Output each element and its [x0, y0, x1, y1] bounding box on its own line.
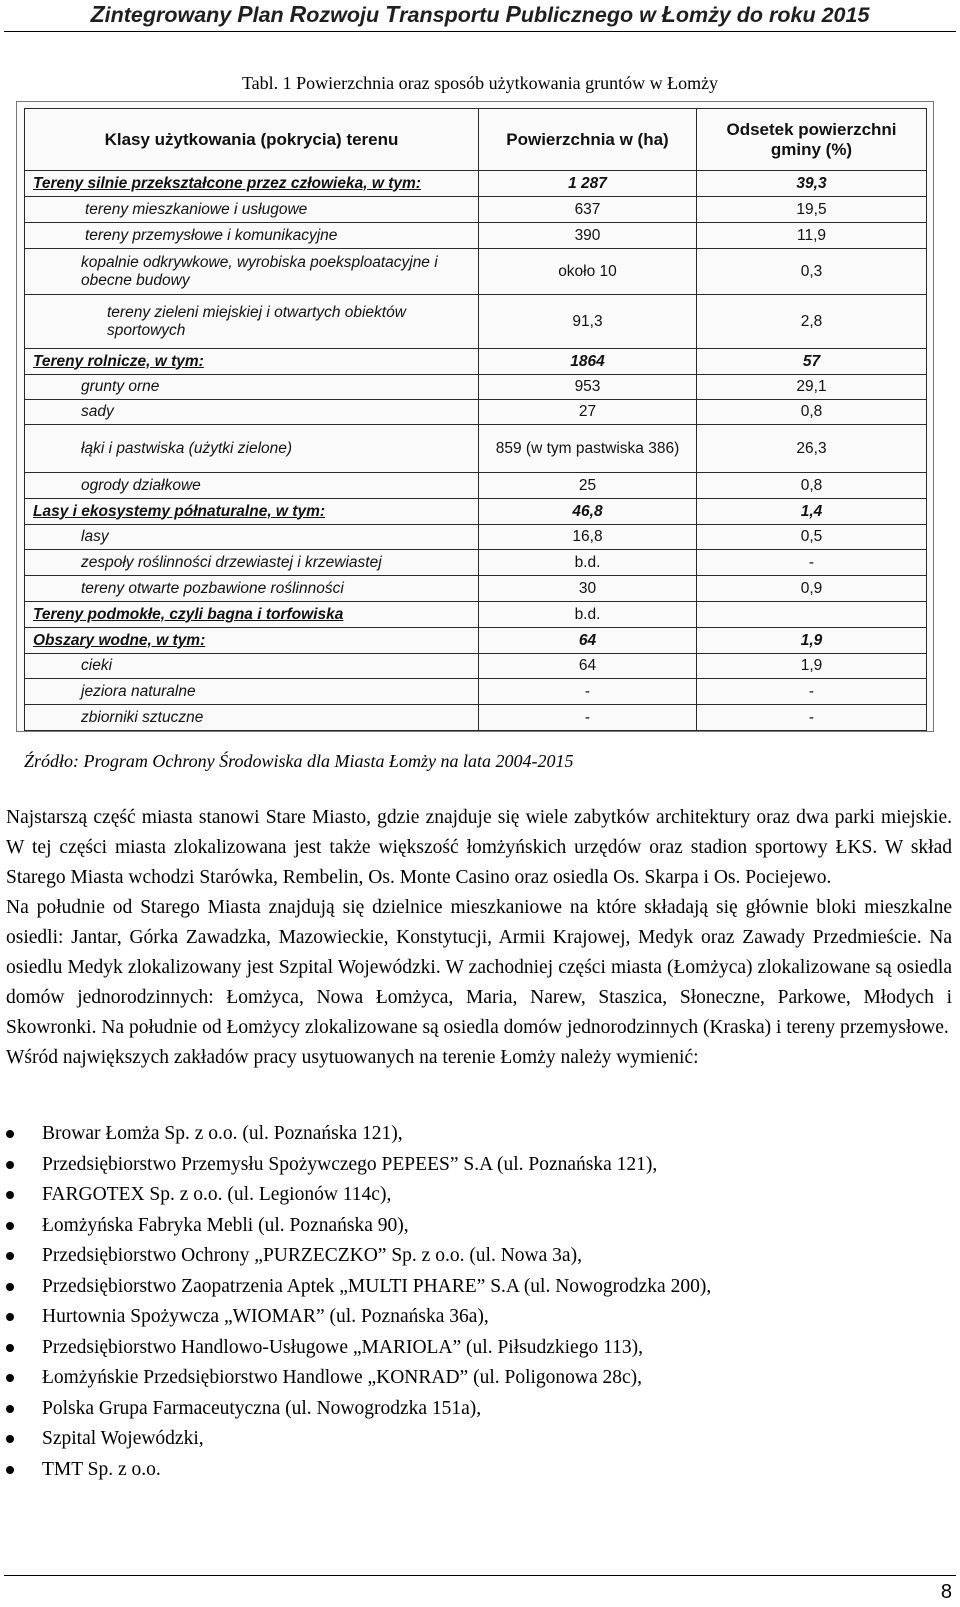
table-header-row [25, 109, 927, 171]
row-percent: 29,1 [697, 375, 927, 400]
list-item-text: Przedsiębiorstwo Przemysłu Spożywczego PEPEES” S.A (ul. Poznańska 121), [42, 1153, 658, 1175]
paragraph-districts: Na południe od Starego Miasta znajdują się dzielnice mieszkaniowe na które składają się głównie bloki mieszkalne osiedli: Jantar, Górka Zawadzka, Mazowieckie, Konstytucji, Armii Krajowej, Medyk oraz Zawady Przedmieście. Na osiedlu Medyk zlokalizowany jest Szpital Wojewódzki. W zachodniej części miasta (Łomżyca) zlokalizowane są osiedla domów jednorodzinnych: Łomżyca, Nowa Łomżyca, Maria, Narew, Staszica, Słoneczne, Parkowe, Młodych i Skowronki. Na południe od Łomżycy zlokalizowane są osiedla domów jednorodzinnych (Kraska) i tereny przemysłowe. [6, 897, 952, 1038]
list-item-text: Przedsiębiorstwo Ochrony „PURZECZKO” Sp. z o.o. (ul. Nowa 3a), [42, 1245, 582, 1266]
table-row [25, 349, 927, 375]
list-item [0, 1363, 950, 1394]
bullet-icon [6, 1435, 14, 1443]
table-row [25, 576, 927, 602]
page-number: 8 [940, 1581, 952, 1603]
row-area: 390 [479, 223, 697, 249]
row-label: Tereny podmokłe, czyli bagna i torfowiska [25, 602, 479, 628]
bullet-icon [6, 1252, 14, 1260]
header-land-class: Klasy użytkowania (pokrycia) terenu [25, 109, 479, 171]
list-item-text: Łomżyńskie Przedsiębiorstwo Handlowe „KONRAD” (ul. Poligonowa 28c), [42, 1367, 643, 1388]
table-row [25, 628, 927, 654]
list-item [0, 1272, 950, 1303]
row-area: 1864 [479, 349, 697, 375]
bullet-icon [6, 1222, 14, 1230]
header-area: Powierzchnia w (ha) [479, 109, 697, 171]
row-label: grunty orne [25, 375, 479, 400]
table-row [25, 425, 927, 473]
row-label: Tereny silnie przekształcone przez człowieka, w tym: [25, 171, 479, 197]
bullet-icon [6, 1405, 14, 1413]
list-item-text: Szpital Wojewódzki, [42, 1428, 204, 1449]
list-item-text: Polska Grupa Farmaceutyczna (ul. Nowogrodzka 151a), [42, 1397, 482, 1419]
header-word-2: Plan [237, 1, 290, 27]
row-label: Tereny rolnicze, w tym: [25, 349, 479, 375]
list-item-text: TMT Sp. z o.o. [42, 1458, 161, 1480]
row-area: 64 [479, 654, 697, 679]
row-area: 30 [479, 576, 697, 602]
body-text [6, 803, 952, 1073]
bullet-icon [6, 1283, 14, 1291]
row-label: tereny otwarte pozbawione roślinności [25, 576, 479, 602]
list-item-text: Przedsiębiorstwo Zaopatrzenia Aptek „MULTI PHARE” S.A (ul. Nowogrodzka 200), [42, 1275, 712, 1297]
row-percent: 26,3 [697, 425, 927, 473]
table-row [25, 654, 927, 679]
list-item [0, 1211, 950, 1242]
row-percent: 0,8 [697, 400, 927, 425]
row-area: 46,8 [479, 499, 697, 525]
row-label: tereny zieleni miejskiej i otwartych obiektów sportowych [25, 295, 479, 349]
row-area: b.d. [479, 602, 697, 628]
table-row [25, 375, 927, 400]
table-row [25, 295, 927, 349]
row-area: 953 [479, 375, 697, 400]
table-row [25, 705, 927, 731]
row-percent: - [697, 679, 927, 705]
employers-list [0, 1119, 950, 1485]
row-label: lasy [25, 525, 479, 550]
row-label: cieki [25, 654, 479, 679]
row-area: 27 [479, 400, 697, 425]
row-label: sady [25, 400, 479, 425]
row-percent: - [697, 705, 927, 731]
table-row [25, 525, 927, 550]
table-row [25, 223, 927, 249]
row-label: jeziora naturalne [25, 679, 479, 705]
list-item-text: FARGOTEX Sp. z o.o. (ul. Legionów 114c), [42, 1184, 392, 1205]
row-percent: 57 [697, 349, 927, 375]
row-label: zespoły roślinności drzewiastej i krzewiastej [25, 550, 479, 576]
row-area: - [479, 705, 697, 731]
header-word-4: Transportu [385, 1, 506, 27]
paragraph-old-town: Najstarszą część miasta stanowi Stare Miasto, gdzie znajduje się wiele zabytków architektury oraz dwa parki miejskie. W tej części miasta zlokalizowana jest także większość łomżyńskich urzędów oraz stadion sportowy ŁKS. W skład Starego Miasta wchodzi Starówka, Rembelin, Os. Monte Casino oraz osiedla Os. Skarpa i Os. Pociejewo. [6, 807, 952, 888]
row-percent: 11,9 [697, 223, 927, 249]
table-row [25, 499, 927, 525]
bullet-icon [6, 1130, 14, 1138]
row-percent: 1,4 [697, 499, 927, 525]
row-label: tereny mieszkaniowe i usługowe [25, 197, 479, 223]
list-item [0, 1150, 950, 1181]
bullet-icon [6, 1466, 14, 1474]
row-area: 25 [479, 473, 697, 499]
row-area: 64 [479, 628, 697, 654]
table-row [25, 400, 927, 425]
row-area: 1 287 [479, 171, 697, 197]
row-area: około 10 [479, 249, 697, 295]
land-use-table [24, 108, 927, 731]
land-use-table-image [16, 101, 934, 732]
row-label: Obszary wodne, w tym: [25, 628, 479, 654]
row-area: 91,3 [479, 295, 697, 349]
row-percent: - [697, 550, 927, 576]
row-percent: 1,9 [697, 628, 927, 654]
table-row [25, 550, 927, 576]
row-percent: 19,5 [697, 197, 927, 223]
list-item [0, 1424, 950, 1455]
row-area: 16,8 [479, 525, 697, 550]
list-item-text: Przedsiębiorstwo Handlowo-Usługowe „MARIOLA” (ul. Piłsudzkiego 113), [42, 1336, 643, 1358]
row-label: tereny przemysłowe i komunikacyjne [25, 223, 479, 249]
table-row [25, 679, 927, 705]
header-word-3: Rozwoju [289, 1, 386, 27]
row-percent: 2,8 [697, 295, 927, 349]
row-percent: 1,9 [697, 654, 927, 679]
row-area: - [479, 679, 697, 705]
row-area: 637 [479, 197, 697, 223]
header-rule [4, 31, 956, 32]
row-label: kopalnie odkrywkowe, wyrobiska poeksploatacyjne i obecne budowy [25, 249, 479, 295]
list-item [0, 1302, 950, 1333]
row-percent: 0,8 [697, 473, 927, 499]
bullet-icon [6, 1191, 14, 1199]
list-item-text: Browar Łomża Sp. z o.o. (ul. Poznańska 121), [42, 1123, 403, 1144]
header-word-6: Łomży do roku 2015 [661, 1, 870, 27]
row-label: zbiorniki sztuczne [25, 705, 479, 731]
table-row [25, 249, 927, 295]
table-caption: Tabl. 1 Powierzchnia oraz sposób użytkowania gruntów w Łomży [241, 73, 719, 93]
list-item [0, 1333, 950, 1364]
table-row [25, 197, 927, 223]
bullet-icon [6, 1161, 14, 1169]
running-header [4, 0, 956, 30]
row-percent: 39,3 [697, 171, 927, 197]
row-percent: 0,9 [697, 576, 927, 602]
bullet-icon [6, 1313, 14, 1321]
footer-rule [4, 1575, 956, 1576]
table-row [25, 171, 927, 197]
bullet-icon [6, 1374, 14, 1382]
list-item [0, 1119, 950, 1150]
table-row [25, 602, 927, 628]
list-item-text: Łomżyńska Fabryka Mebli (ul. Poznańska 90), [42, 1214, 409, 1236]
header-percent: Odsetek powierzchni gminy (%) [697, 109, 927, 171]
list-item [0, 1241, 950, 1272]
row-label: Lasy i ekosystemy półnaturalne, w tym: [25, 499, 479, 525]
row-area: 859 (w tym pastwiska 386) [479, 425, 697, 473]
row-label: ogrody działkowe [25, 473, 479, 499]
header-word-1: Zintegrowany [90, 1, 238, 27]
row-percent: 0,3 [697, 249, 927, 295]
list-item [0, 1180, 950, 1211]
row-percent: 0,5 [697, 525, 927, 550]
list-item [0, 1455, 950, 1486]
header-word-5: Publicznego w [505, 1, 662, 27]
paragraph-employers-intro: Wśród największych zakładów pracy usytuowanych na terenie Łomży należy wymienić: [6, 1047, 699, 1068]
row-percent [697, 602, 927, 628]
table-source-note: Źródło: Program Ochrony Środowiska dla Miasta Łomży na lata 2004-2015 [24, 751, 574, 771]
list-item-text: Hurtownia Spożywcza „WIOMAR” (ul. Poznańska 36a), [42, 1306, 489, 1327]
list-item [0, 1394, 950, 1425]
row-label: łąki i pastwiska (użytki zielone) [25, 425, 479, 473]
bullet-icon [6, 1344, 14, 1352]
table-row [25, 473, 927, 499]
row-area: b.d. [479, 550, 697, 576]
